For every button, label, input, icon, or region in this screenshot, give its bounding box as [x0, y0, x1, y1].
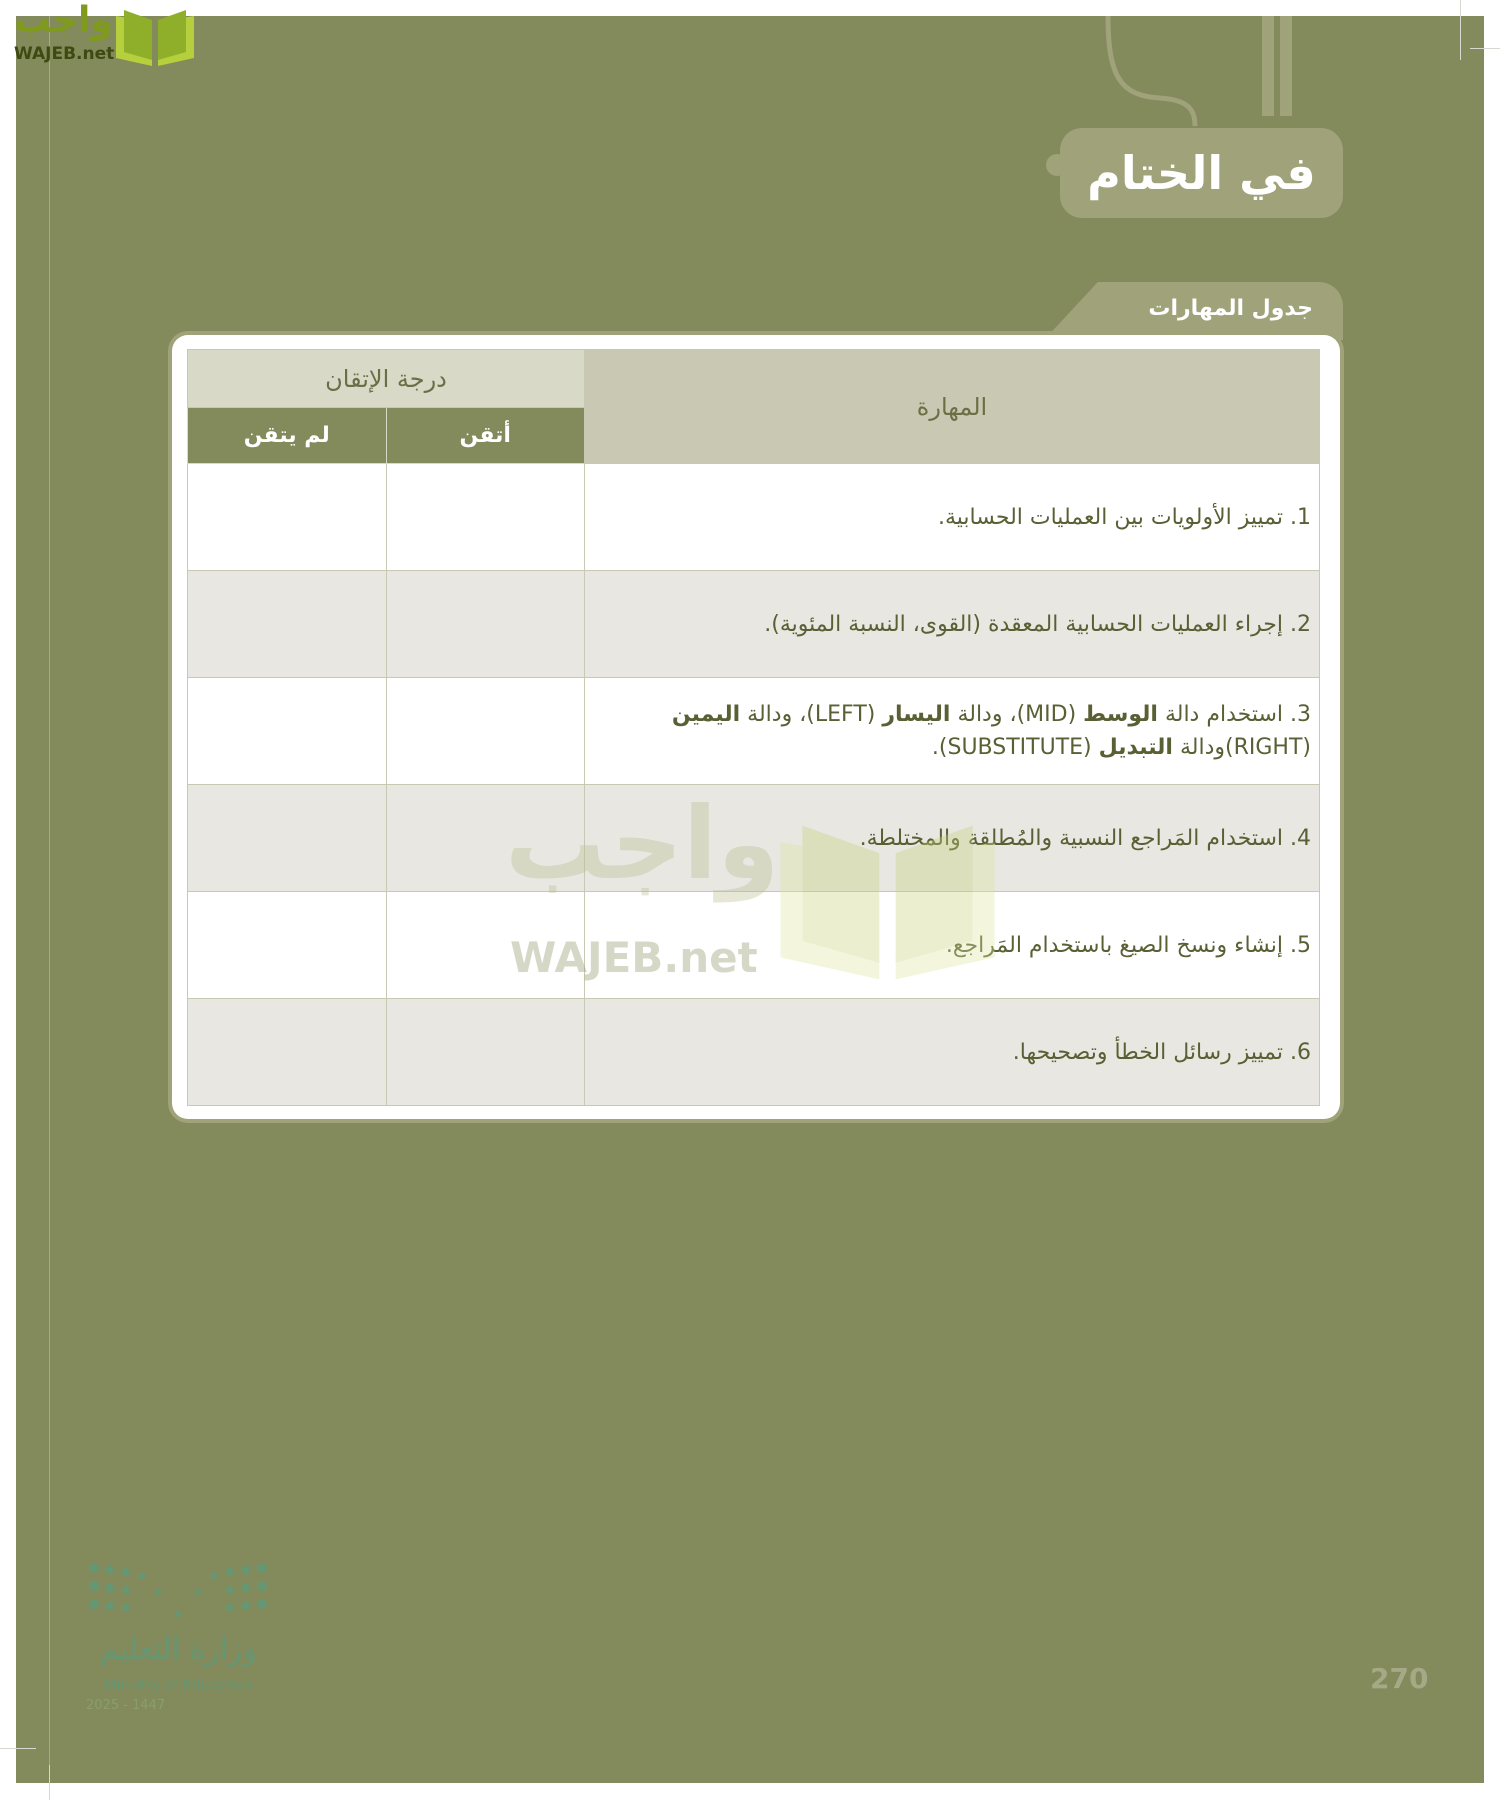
skill-text-part: (MID)، ودالة [950, 702, 1084, 727]
wajeb-logo[interactable] [8, 0, 193, 70]
crop-mark [49, 16, 50, 1783]
mastered-cell[interactable] [386, 999, 585, 1106]
header-mastery-degree: درجة الإتقان [188, 350, 585, 408]
skill-text-part: (RIGHT)ودالة [1172, 735, 1311, 760]
crop-mark [1460, 0, 1461, 60]
table-row [188, 785, 1320, 892]
not-mastered-cell[interactable] [188, 571, 387, 678]
table-row [188, 999, 1320, 1106]
decor-pipe [1262, 16, 1274, 116]
header-not-mastered: لم يتقن [188, 408, 387, 464]
section-tab-label-wrap [1044, 282, 1343, 340]
decor-pipe [1280, 16, 1292, 116]
ministry-logo [86, 1560, 276, 1720]
crop-mark [0, 1748, 36, 1749]
decor-cable [1100, 16, 1220, 126]
not-mastered-cell[interactable] [188, 464, 387, 571]
skill-text: 5. إنشاء ونسخ الصيغ باستخدام المَراجع. [585, 892, 1320, 999]
section-tab-label: جدول المهارات [1148, 296, 1313, 321]
skill-text: 2. إجراء العمليات الحسابية المعقدة (القوى، النسبة المئوية). [585, 571, 1320, 678]
watermark-english: WAJEB.net [510, 933, 758, 982]
skill-text-bold: التبديل [1098, 735, 1173, 760]
skill-text: 1. تمييز الأولويات بين العمليات الحسابية. [585, 464, 1320, 571]
table-row [188, 464, 1320, 571]
skill-text-bold: اليمين [671, 702, 741, 727]
page-number: 270 [1370, 1662, 1429, 1695]
table-row [188, 571, 1320, 678]
skill-text: 6. تمييز رسائل الخطأ وتصحيحها. [585, 999, 1320, 1106]
header-mastered: أتقن [386, 408, 585, 464]
title-box [1060, 128, 1343, 218]
ministry-year: 2025 - 1447 [86, 1698, 166, 1713]
not-mastered-cell[interactable] [188, 785, 387, 892]
header-skill: المهارة [585, 350, 1320, 464]
ministry-arabic: وزارة التعليم [99, 1632, 257, 1667]
skills-table [187, 349, 1320, 1106]
decor-knob [1046, 154, 1068, 176]
skills-table-card [172, 335, 1340, 1119]
logo-english: WAJEB.net [14, 44, 115, 64]
page-title: في الختام [1087, 146, 1316, 200]
ministry-dots-icon [86, 1560, 271, 1630]
skill-text-part: (LEFT)، ودالة [740, 702, 883, 727]
mastered-cell[interactable] [386, 464, 585, 571]
not-mastered-cell[interactable] [188, 999, 387, 1106]
table-row [188, 678, 1320, 785]
not-mastered-cell[interactable] [188, 892, 387, 999]
skill-text-bold: اليسار [882, 702, 951, 727]
skill-text [585, 678, 1320, 785]
skill-text-part: (SUBSTITUTE). [931, 735, 1099, 760]
book-icon [114, 8, 196, 68]
skill-text: 4. استخدام المَراجع النسبية والمُطلقة والمختلطة. [585, 785, 1320, 892]
mastered-cell[interactable] [386, 571, 585, 678]
ministry-english: Ministry of Education [104, 1678, 253, 1694]
mastered-cell[interactable] [386, 892, 585, 999]
crop-mark [1470, 48, 1500, 49]
mastered-cell[interactable] [386, 785, 585, 892]
skill-text-bold: الوسط [1083, 702, 1158, 727]
watermark-arabic: واجب [505, 785, 780, 902]
mastered-cell[interactable] [386, 678, 585, 785]
not-mastered-cell[interactable] [188, 678, 387, 785]
skill-text-part: 3. استخدام دالة [1157, 702, 1311, 727]
logo-arabic: واجب [14, 0, 113, 41]
table-row [188, 892, 1320, 999]
